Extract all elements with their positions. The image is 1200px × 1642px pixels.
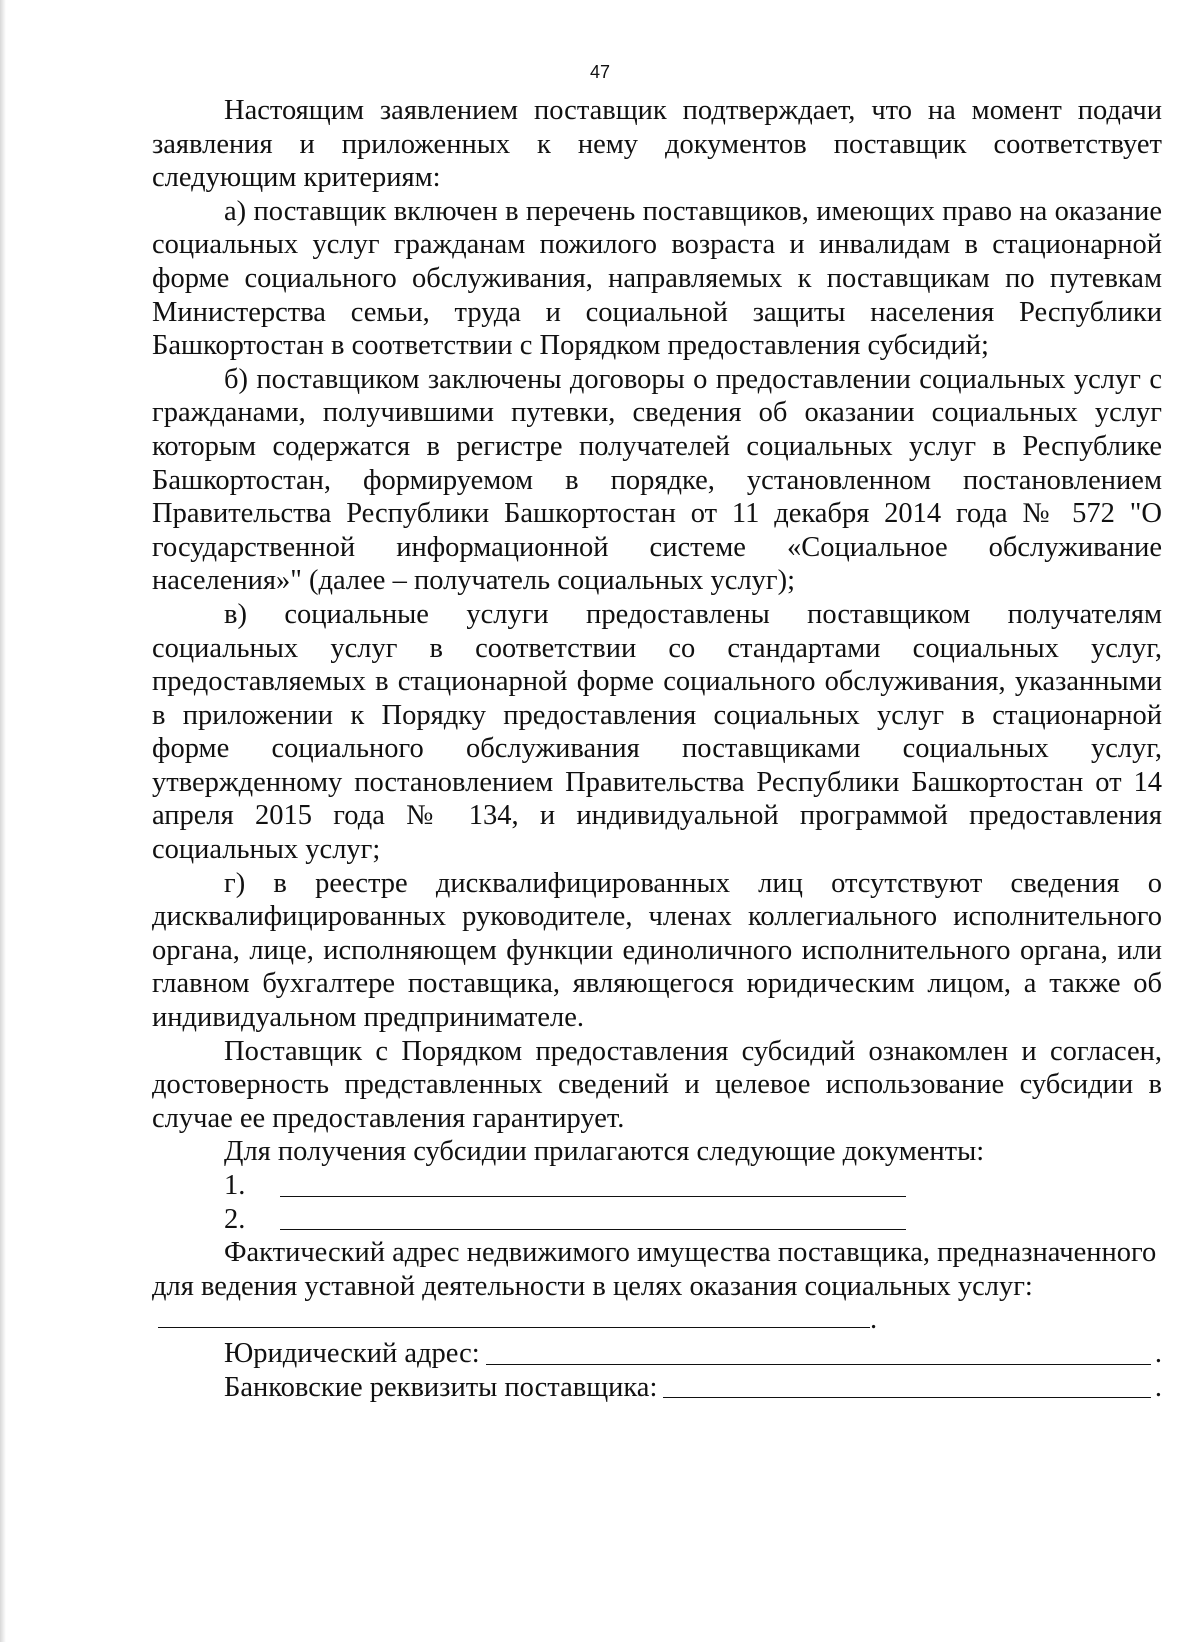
bank-details-terminator: . — [1154, 1371, 1162, 1403]
paragraph-documents-intro: Для получения субсидии прилагаются следующие документы: — [224, 1136, 985, 1168]
scan-edge — [0, 0, 6, 1642]
legal-address-blank-line[interactable] — [486, 1342, 1151, 1365]
paragraph-criterion-g: г) в реестре дисквалифицированных лиц отсутствуют сведения о дисквалифицированных руководителе, членах коллегиального исполнительного органа, лице, исполняющем функции единоличного исполнительного органа, или главном бухгалтере поставщика, являющегося юридическим лицом, а также об индивидуальном предпринимателе. — [152, 867, 1162, 1034]
document-item-number: 1. — [224, 1170, 246, 1201]
paragraph-criterion-v: в) социальные услуги предоставлены поставщиком получателям социальных услуг в соответствии со стандартами социальных услуг, предоставляемых в стационарной форме социального обслуживания, указанными в приложении к Порядку предоставления социальных услуг в стационарной форме социального обслуживания поставщиками социальных услуг, утвержденному постановлением Правительства Республики Башкортостан от 14 апреля 2015 года № 134, и индивидуальной программой предоставления социальных услуг; — [152, 598, 1162, 866]
actual-address-field — [152, 1236, 1162, 1337]
bank-details-label: Банковские реквизиты поставщика: — [224, 1371, 658, 1403]
bank-details-field — [152, 1371, 1162, 1405]
document-item-number: 2. — [224, 1203, 246, 1235]
document-item-blank-line[interactable] — [280, 1174, 906, 1197]
paragraph-agreement: Поставщик с Порядком предоставления субсидий ознакомлен и согласен, достоверность представленных сведений и целевое использование субсидии в случае ее предоставления гарантирует. — [152, 1035, 1162, 1134]
page-number: 47 — [589, 62, 611, 82]
document-item-1 — [152, 1169, 1162, 1203]
legal-address-terminator: . — [1154, 1337, 1162, 1369]
document-body — [152, 94, 1162, 1404]
document-item-2 — [152, 1203, 1162, 1237]
paragraph-criterion-b: б) поставщиком заключены договоры о предоставлении социальных услуг с гражданами, получившими путевки, сведения об оказании социальных услуг которым содержатся в регистре получателей социальных услуг в Республике Башкортостан, формируемом в порядке, установленном постановлением Правительства Республики Башкортостан от 11 декабря 2014 года № 572 "О государственной информационной системе «Социальное обслуживание населения»" (далее – получатель социальных услуг); — [152, 363, 1162, 597]
paragraph-criterion-a: а) поставщик включен в перечень поставщиков, имеющих право на оказание социальных услуг гражданам пожилого возраста и инвалидам в стационарной форме социального обслуживания, направляемых к поставщикам по путевкам Министерства семьи, труда и социальной защиты населения Республики Башкортостан в соответствии с Порядком предоставления субсидий; — [152, 195, 1162, 362]
document-item-blank-line[interactable] — [280, 1207, 906, 1230]
actual-address-label: Фактический адрес недвижимого имущества поставщика, предназначенного для ведения уставной деятельности в целях оказания социальных услуг: — [152, 1237, 1157, 1302]
legal-address-field — [152, 1337, 1162, 1371]
actual-address-terminator: . — [870, 1304, 878, 1336]
legal-address-label: Юридический адрес: — [224, 1337, 480, 1369]
bank-details-blank-line[interactable] — [663, 1375, 1151, 1398]
actual-address-blank-line[interactable] — [158, 1305, 870, 1328]
paragraph-intro: Настоящим заявлением поставщик подтверждает, что на момент подачи заявления и приложенных к нему документов поставщик соответствует следующим критериям: — [152, 95, 1162, 194]
